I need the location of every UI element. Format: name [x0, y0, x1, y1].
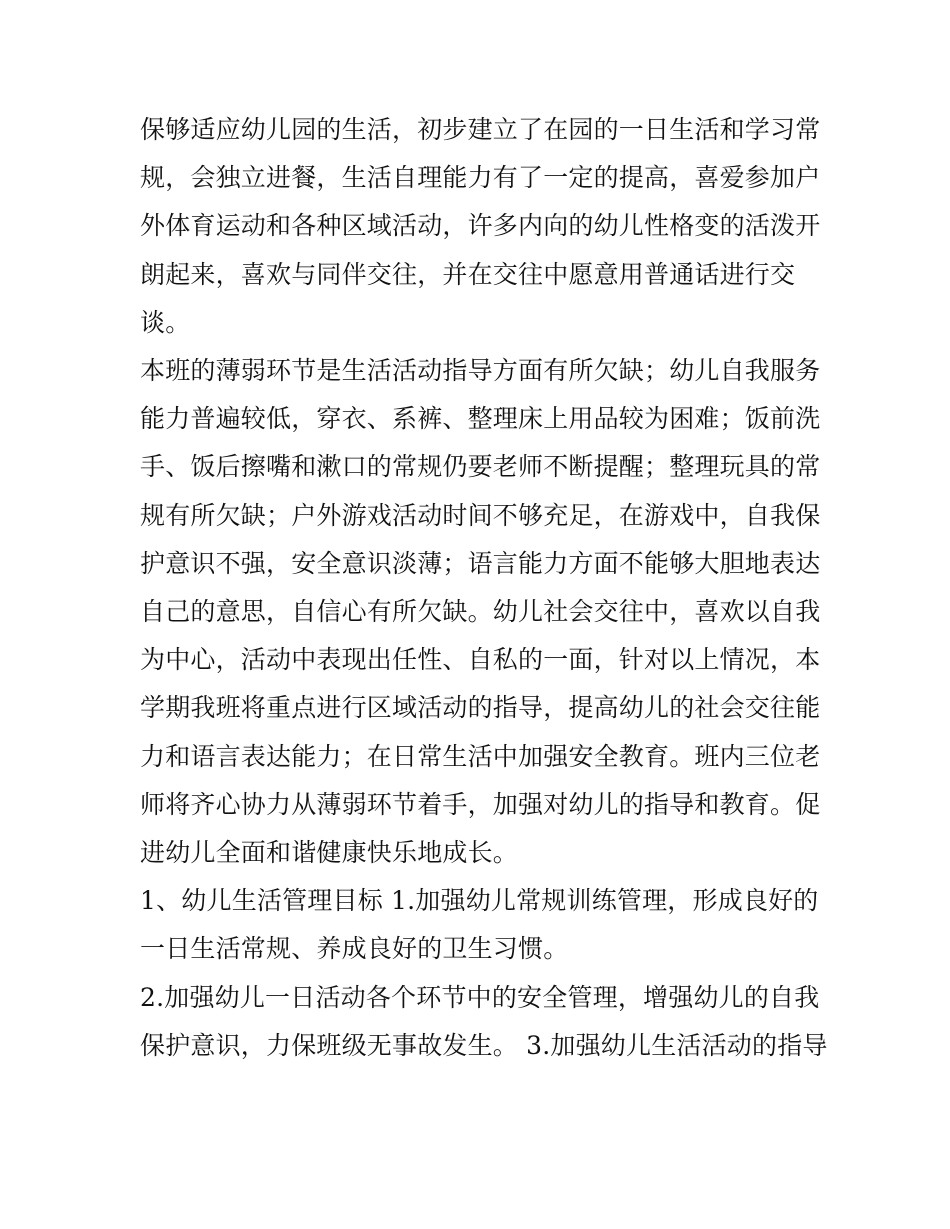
- text-line: 规，会独立进餐，生活自理能力有了一定的提高，喜爱参加户: [140, 163, 821, 193]
- text-line: 进幼儿全面和谐健康快乐地成长。: [140, 838, 519, 868]
- text-line: 力和语言表达能力；在日常生活中加强安全教育。班内三位老: [140, 741, 821, 771]
- text-line: 谈。: [140, 307, 191, 337]
- text-line: 手、饭后擦嘴和漱口的常规仍要老师不断提醒；整理玩具的常: [140, 452, 821, 482]
- text-line: 保护意识，力保班级无事故发生。 3.加强幼儿生活活动的指导: [140, 1030, 828, 1060]
- text-line: 2.加强幼儿一日活动各个环节中的安全管理，增强幼儿的自我: [140, 982, 820, 1012]
- text-line: 自己的意思，自信心有所欠缺。幼儿社会交往中，喜欢以自我: [140, 597, 821, 627]
- paragraph-goal-1: [140, 877, 819, 973]
- text-line: 本班的薄弱环节是生活活动指导方面有所欠缺；幼儿自我服务: [140, 356, 821, 386]
- document-body: [140, 106, 828, 1070]
- paragraph-weak-points: [140, 347, 821, 877]
- text-line: 学期我班将重点进行区域活动的指导，提高幼儿的社会交往能: [140, 693, 821, 723]
- text-line: 师将齐心协力从薄弱环节着手，加强对幼儿的指导和教育。促: [140, 789, 821, 819]
- text-line: 能力普遍较低，穿衣、系裤、整理床上用品较为困难；饭前洗: [140, 404, 821, 434]
- text-line: 为中心，活动中表现出任性、自私的一面，针对以上情况，本: [140, 645, 821, 675]
- text-line: 一日生活常规、养成良好的卫生习惯。: [140, 934, 569, 964]
- text-line: 保够适应幼儿园的生活，初步建立了在园的一日生活和学习常: [140, 115, 821, 144]
- paragraph-class-overview: [140, 106, 821, 347]
- text-line: 外体育运动和各种区域活动，许多内向的幼儿性格变的活泼开: [140, 211, 821, 241]
- text-line: 护意识不强，安全意识淡薄；语言能力方面不能够大胆地表达: [140, 548, 821, 578]
- text-line: 1、幼儿生活管理目标 1.加强幼儿常规训练管理，形成良好的: [140, 886, 819, 916]
- paragraph-goal-2: [140, 974, 828, 1070]
- text-line: 朗起来，喜欢与同伴交往，并在交往中愿意用普通话进行交: [140, 259, 796, 289]
- text-line: 规有所欠缺；户外游戏活动时间不够充足，在游戏中，自我保: [140, 500, 821, 530]
